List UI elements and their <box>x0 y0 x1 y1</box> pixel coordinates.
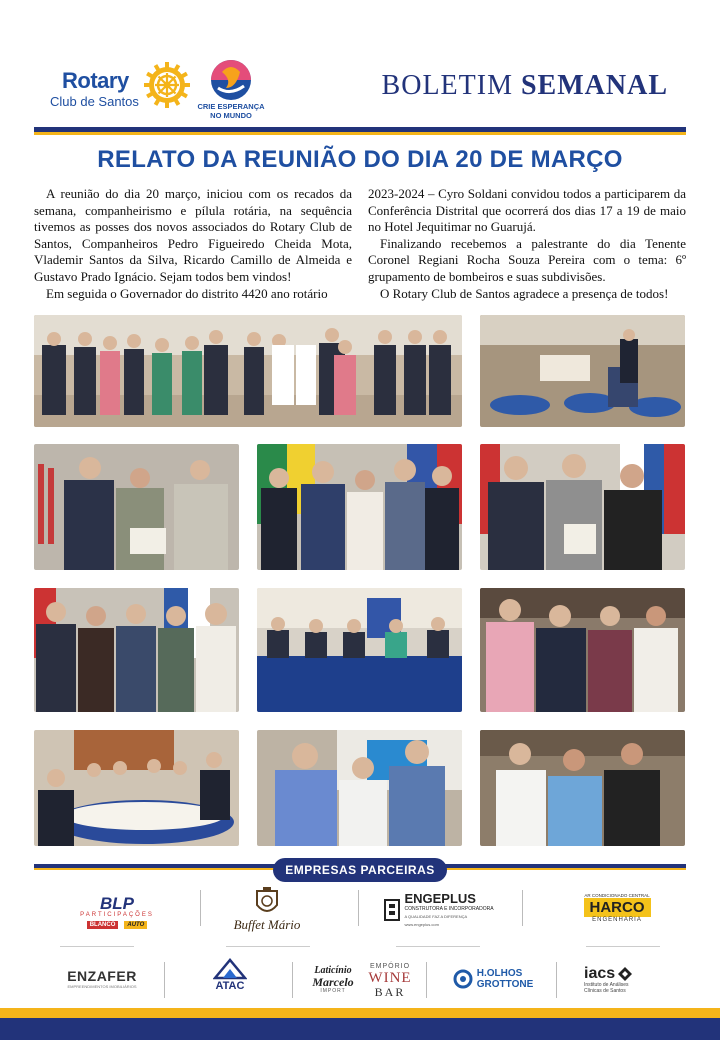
article-paragraph: O Rotary Club de Santos agradece a presença de todos! <box>380 285 669 301</box>
emporio-line-2: WINE <box>368 969 412 986</box>
event-photo-table <box>34 730 239 846</box>
article-paragraph: 2023-2024 – Cyro Soldani convidou todos a participarem da Conferência Distrital que ocorrerá dos dias 17 a 19 de maio no Hotel Jequitimar no Guarujá. <box>368 186 686 235</box>
event-photo-head-table <box>257 588 462 712</box>
article-paragraph: A reunião do dia 20 março, iniciou com os recados da semana, companheirismo e pílula rotária, na sequência tivemos as posses dos novos associados do Rotary Club de Santos, Companheiros Pedro Figueiredo Cheida Mota, Vlademir Santos da Silva, Ricardo Camillo de Almeida e Gustavo Prado Ignácio. Sejam todos bem vindos! <box>34 186 352 284</box>
event-photo-new-member-2 <box>257 444 462 570</box>
article-title: RELATO DA REUNIÃO DO DIA 20 DE MARÇO <box>97 146 623 173</box>
rotary-name: Rotary <box>62 68 129 93</box>
engeplus-name: ENGEPLUS <box>404 890 476 906</box>
holhos-line-1: H.OLHOS <box>476 968 523 979</box>
theme-line-1: CRIE ESPERANÇA <box>197 102 265 111</box>
laticinio-line-1: Laticínio <box>314 965 352 976</box>
hope-emblem-icon <box>196 58 266 102</box>
iacs-logo <box>584 962 664 998</box>
partner-divider <box>396 946 480 947</box>
rotary-wheel-icon <box>144 62 190 108</box>
rotary-club-logo <box>48 62 198 112</box>
harco-name: HARCO <box>584 898 651 917</box>
enzafer-sub: EMPREENDIMENTOS IMOBILIÁRIOS <box>67 983 137 989</box>
atac-name: ATAC <box>215 980 245 992</box>
iacs-sub-2: Clínicas de Santos <box>584 988 626 994</box>
crest-icon <box>254 887 280 917</box>
bulletin-word-1: BOLETIM <box>381 70 513 101</box>
partner-separator <box>200 890 201 926</box>
event-photo-new-member-1 <box>34 444 239 570</box>
holhos-line-2: GROTTONE <box>476 979 534 990</box>
partner-divider <box>226 946 310 947</box>
footer-band-blue <box>0 1018 720 1040</box>
partners-heading: EMPRESAS PARCEIRAS <box>273 858 447 882</box>
partner-separator <box>292 962 293 998</box>
theme-logo <box>196 58 266 122</box>
article-column-1 <box>34 186 352 302</box>
partner-divider <box>60 946 134 947</box>
buffet-name: Buffet Mário <box>233 917 301 932</box>
holhos-grottone-logo <box>450 962 536 996</box>
partner-divider <box>586 946 660 947</box>
footer-band-gold <box>0 1008 720 1018</box>
event-photo-group <box>34 315 462 427</box>
event-photo-three-guests <box>480 730 685 846</box>
harco-top: AR CONDICIONADO CENTRAL <box>584 893 650 898</box>
iacs-sub-1: Instituto de Análises <box>584 982 629 988</box>
enzafer-name: ENZAFER <box>67 967 137 984</box>
harco-sub: ENGENHARIA <box>592 917 642 923</box>
event-photo-guests <box>480 588 685 712</box>
harco-logo <box>572 886 662 930</box>
partner-separator <box>358 890 359 926</box>
laticinio-line-3: IMPORT <box>320 988 346 994</box>
event-photo-three-men <box>257 730 462 846</box>
blp-small-2: AUTO <box>124 921 147 929</box>
event-photo-speaker <box>480 315 685 427</box>
partner-separator <box>522 890 523 926</box>
buffet-mario-logo <box>222 882 312 938</box>
article-paragraph: Finalizando recebemos a palestrante do dia Tenente Coronel Regiani Rocha Souza Pereira com o tema: 6º grupamento de bombeiros e suas subdivisões. <box>368 235 686 284</box>
eye-clinic-icon <box>453 969 473 989</box>
blp-name: BLP <box>100 894 134 913</box>
header-rule-gold <box>34 132 686 135</box>
atac-logo <box>200 952 260 998</box>
engeplus-url: www.engeplus.com <box>404 921 439 927</box>
blp-small-1: BLANCO <box>87 921 119 929</box>
blp-sub: PARTICIPAÇÕES <box>80 912 154 918</box>
emporio-line-1: EMPÓRIO <box>369 962 411 970</box>
laticinio-marcelo-logo <box>300 960 366 1000</box>
emporio-line-3: BAR <box>374 984 406 999</box>
engeplus-tag: A QUALIDADE FAZ A DIFERENÇA <box>404 913 468 919</box>
event-photo-new-member-4 <box>34 588 239 712</box>
iacs-diamond-icon <box>618 967 632 981</box>
theme-line-2: NO MUNDO <box>210 111 252 120</box>
enzafer-logo <box>52 962 152 994</box>
page-header <box>0 0 720 130</box>
article-paragraph: Em seguida o Governador do distrito 4420 ano rotário <box>46 285 328 301</box>
blp-logo <box>62 888 172 936</box>
partner-separator <box>164 962 165 998</box>
partner-separator <box>426 962 427 998</box>
laticinio-line-2: Marcelo <box>312 975 354 989</box>
event-photo-new-member-3 <box>480 444 685 570</box>
engeplus-mark-icon <box>384 899 400 921</box>
iacs-name: iacs <box>584 965 616 982</box>
bulletin-word-2: SEMANAL <box>520 70 668 101</box>
engeplus-sub: CONSTRUTORA E INCORPORADORA <box>404 905 494 912</box>
bulletin-title <box>382 70 668 102</box>
emporio-wine-bar-logo <box>366 960 414 1000</box>
engeplus-logo <box>384 892 494 928</box>
rotary-club-name: Club de Santos <box>50 94 139 109</box>
article-column-2 <box>368 186 686 302</box>
atac-mark-icon <box>213 958 247 980</box>
partner-separator <box>556 962 557 998</box>
